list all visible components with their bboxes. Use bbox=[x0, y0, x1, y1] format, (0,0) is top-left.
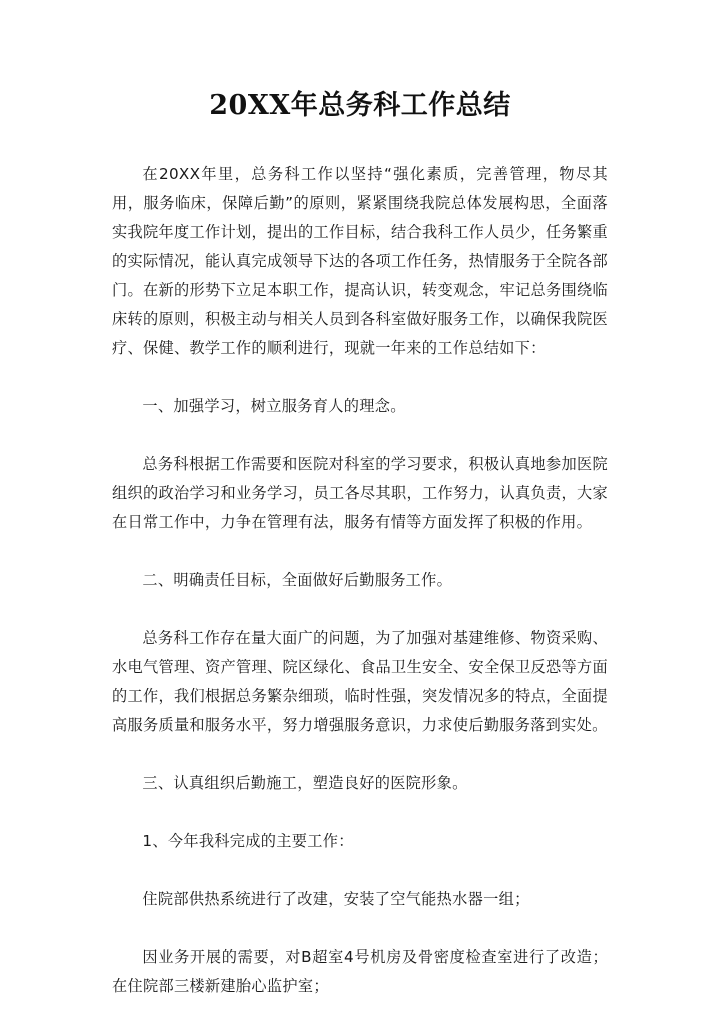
section-heading-1: 一、加强学习，树立服务育人的理念。 bbox=[142, 397, 406, 415]
document-title: 20XX年总务科工作总结 bbox=[209, 90, 511, 121]
section-heading-2: 二、明确责任目标，全面做好后勤服务工作。 bbox=[142, 571, 453, 589]
document-body bbox=[112, 160, 608, 1030]
list-item: 因业务开展的需要，对B超室4号机房及骨密度检查室进行了改造；在住院部三楼新建胎心监护室； bbox=[112, 948, 608, 995]
section-heading-3: 三、认真组织后勤施工，塑造良好的医院形象。 bbox=[142, 774, 468, 792]
list-item: 住院部供热系统进行了改建，安装了空气能热水器一组； bbox=[142, 890, 530, 908]
paragraph-intro: 在20XX年里，总务科工作以坚持“强化素质，完善管理，物尽其用，服务临床，保障后勤”的原则，紧紧围绕我院总体发展构思，全面落实我院年度工作计划，提出的工作目标，结合我科工作人员少，任务繁重的实际情况，能认真完成领导下达的各项工作任务，热情服务于全院各部门。在新的形势下立足本职工作，提高认识，转变观念，牢记总务围绕临床转的原则，积极主动与相关人员到各科室做好服务工作，以确保我院医疗、保健、教学工作的顺利进行，现就一年来的工作总结如下： bbox=[112, 165, 608, 357]
paragraph-section-1: 总务科根据工作需要和医院对科室的学习要求，积极认真地参加医院组织的政治学习和业务学习，员工各尽其职，工作努力，认真负责，大家在日常工作中，力争在管理有法，服务有情等方面发挥了积极的作用。 bbox=[112, 455, 608, 531]
paragraph-section-2: 总务科工作存在量大面广的问题，为了加强对基建维修、物资采购、水电气管理、资产管理、院区绿化、食品卫生安全、安全保卫反恐等方面的工作，我们根据总务繁杂细琐，临时性强，突发情况多的特点，全面提高服务质量和服务水平，努力增强服务意识，力求使后勤服务落到实处。 bbox=[112, 629, 608, 734]
subsection-heading-1: 1、今年我科完成的主要工作： bbox=[142, 832, 354, 850]
